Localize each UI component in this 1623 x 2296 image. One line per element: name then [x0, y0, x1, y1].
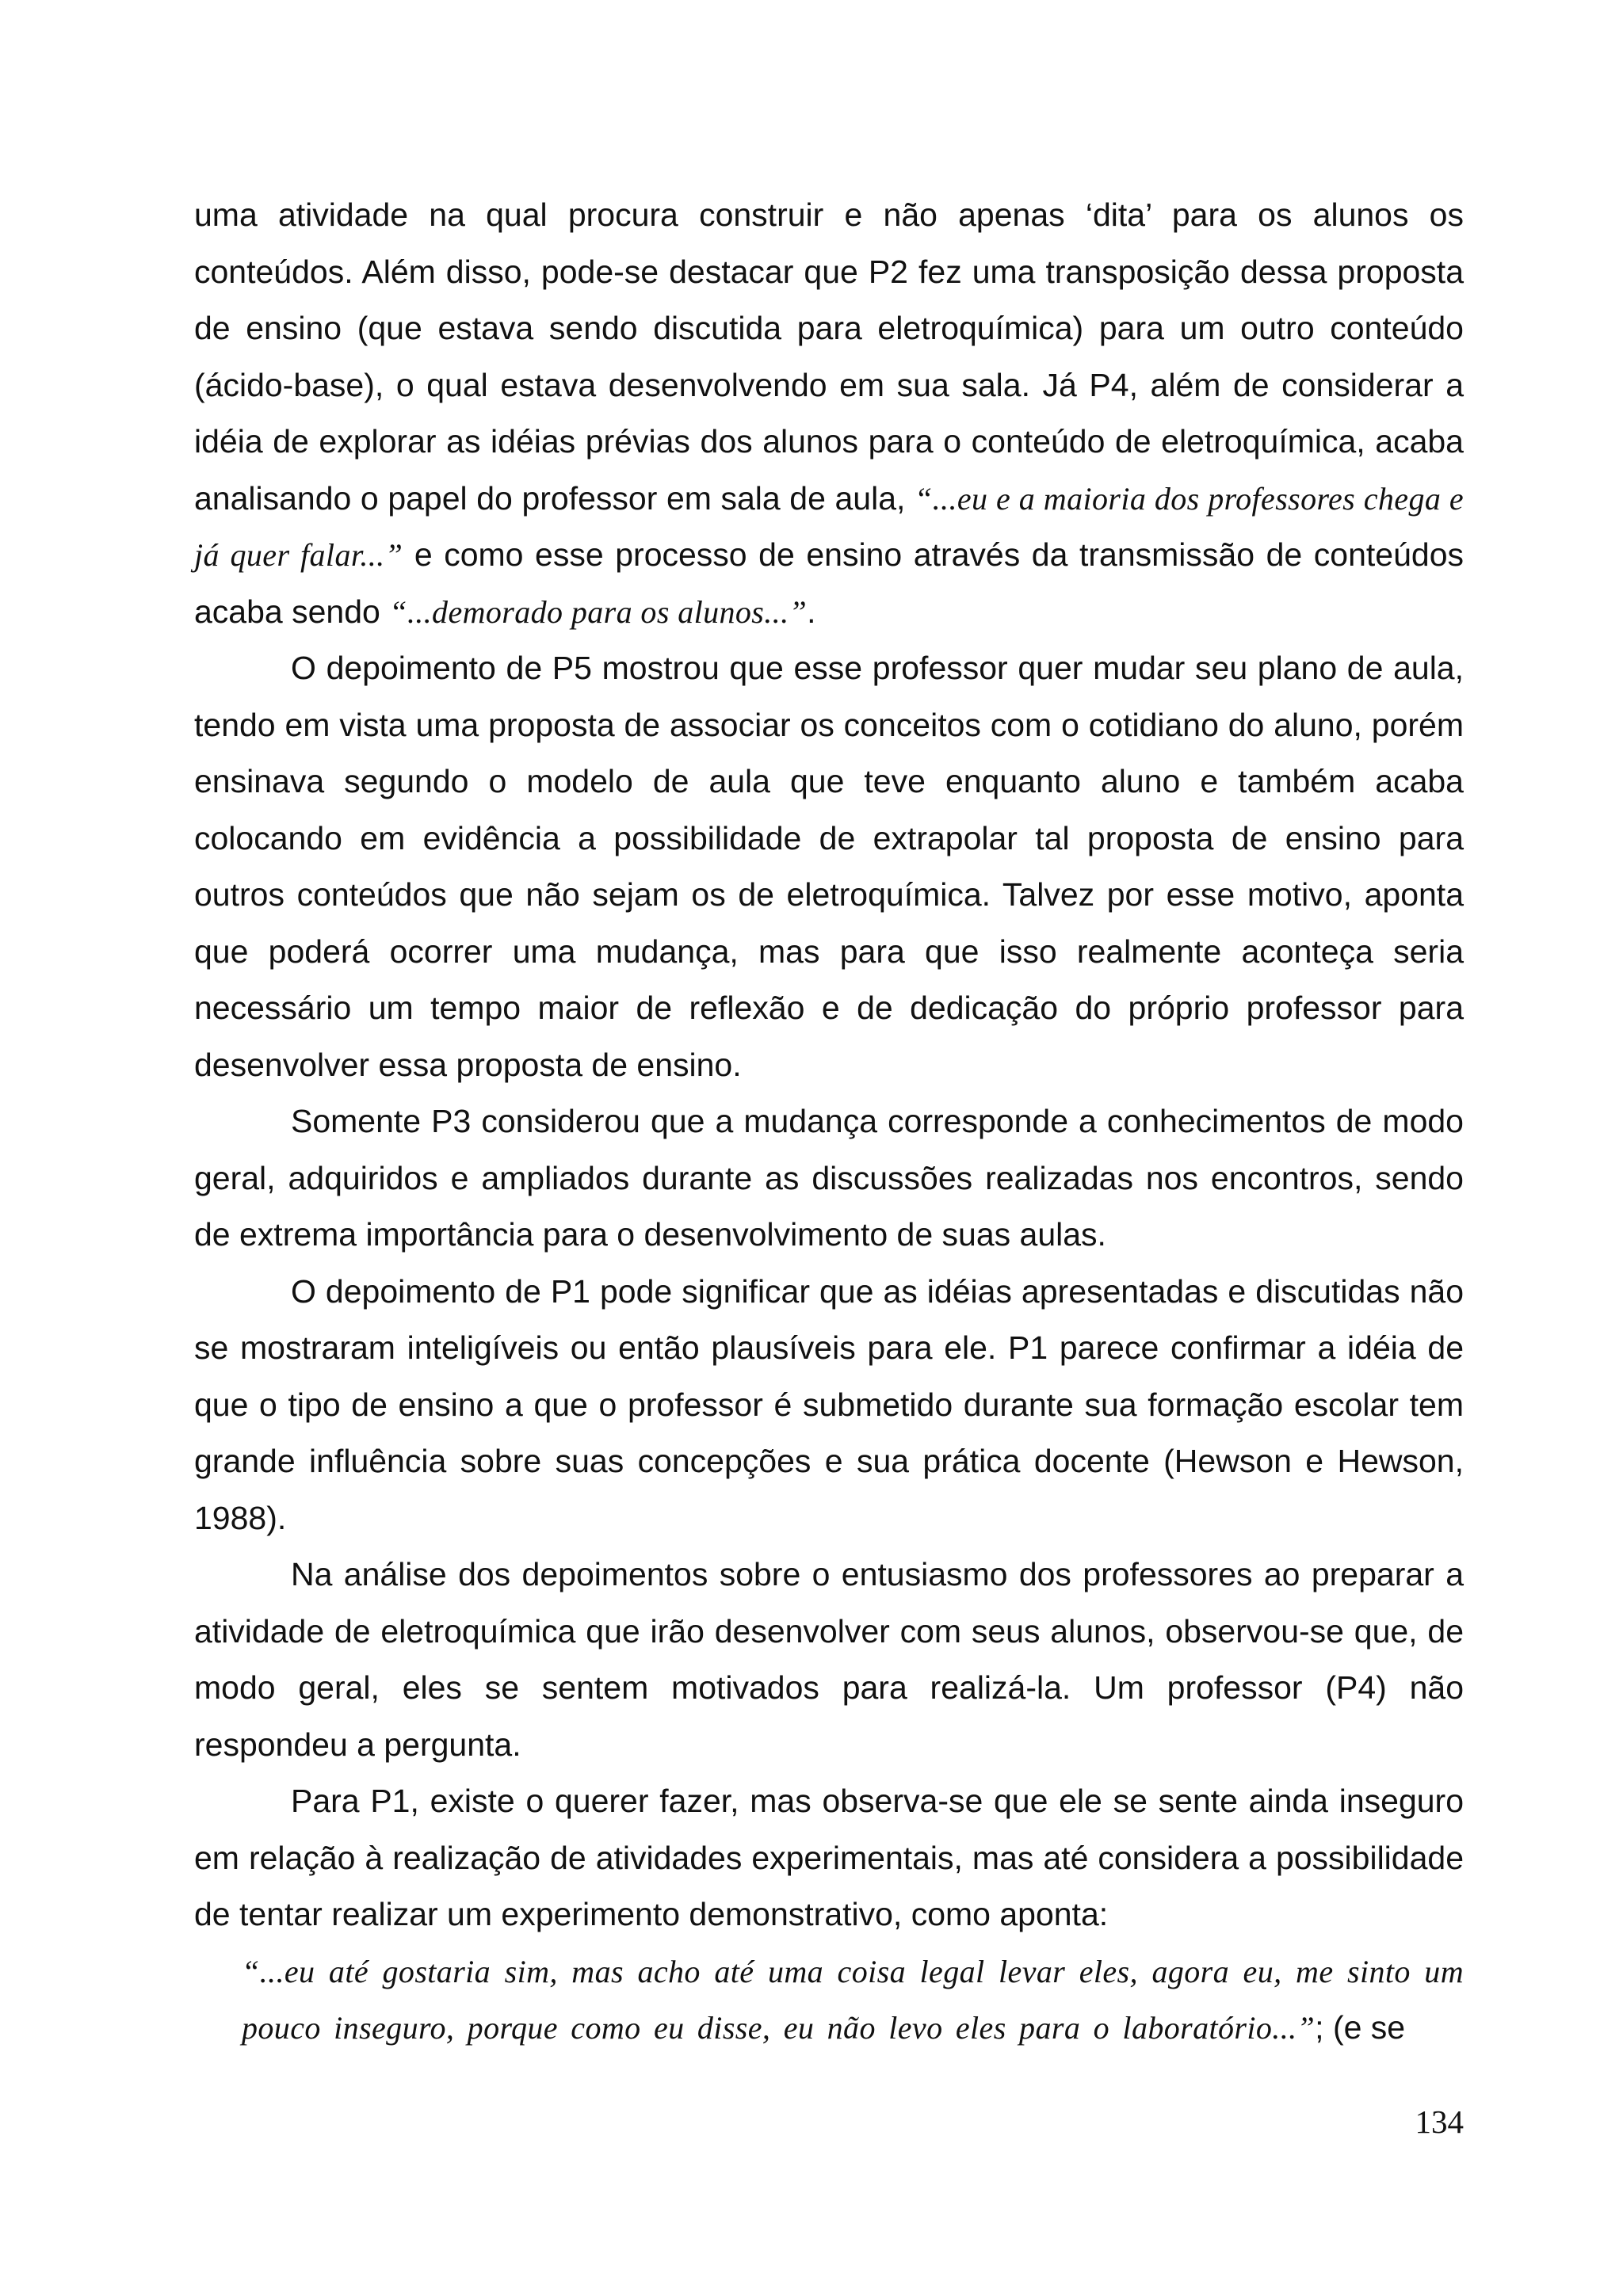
text-run: Somente P3 considerou que a mudança corresponde a conhecimentos de modo geral, adquiridos e ampliados durante as discussões realizadas nos encontros, sendo de extrema importância para o desenvolvimento de suas aulas. — [194, 1103, 1464, 1253]
page-number: 134 — [1415, 2103, 1464, 2140]
paragraph-3 — [194, 1093, 1464, 1264]
block-quote-text: “...eu até gostaria sim, mas acho até uma coisa legal levar eles, agora eu, me sinto um pouco inseguro, porque como eu disse, eu não levo eles para o laboratório...” — [242, 1953, 1464, 2046]
text-run: e como esse processo de ensino através da transmissão de conteúdos acaba sendo — [194, 536, 1464, 630]
block-quote — [242, 1943, 1464, 2057]
text-run: O depoimento de P1 pode significar que as idéias apresentadas e discutidas não se mostraram inteligíveis ou então plausíveis para ele. P1 parece confirmar a idéia de que o tipo de ensino a que o professor é submetido durante sua formação escolar tem grande influência sobre suas concepções e sua prática docente (Hewson e Hewson, 1988). — [194, 1272, 1464, 1536]
paragraph-2 — [194, 640, 1464, 1093]
paragraph-1 — [194, 187, 1464, 640]
paragraph-5 — [194, 1547, 1464, 1773]
text-run: uma atividade na qual procura construir e não apenas ‘dita’ para os alunos os conteúdos. Além disso, pode-se destacar que P2 fez uma transposição dessa proposta de ensino (que estava sendo discutida para eletroquímica) para um outro conteúdo (ácido-base), o qual estava desenvolvendo em sua sala. Já P4, além de considerar a idéia de explorar as idéias prévias dos alunos para o conteúdo de eletroquímica, acaba analisando o papel do professor em sala de aula, — [194, 196, 1464, 517]
text-run: Para P1, existe o querer fazer, mas observa-se que ele se sente ainda inseguro em relação à realização de atividades experimentais, mas até considera a possibilidade de tentar realizar um experimento demonstrativo, como aponta: — [194, 1783, 1464, 1932]
text-run: . — [807, 593, 816, 630]
block-quote-tail: ; (e se — [1315, 2009, 1406, 2046]
inline-quote: “...eu e a maioria dos professores chega e já quer falar...” — [194, 480, 1464, 573]
paragraph-4 — [194, 1264, 1464, 1547]
body-text — [194, 187, 1464, 2057]
text-run: Na análise dos depoimentos sobre o entusiasmo dos professores ao preparar a atividade de eletroquímica que irão desenvolver com seus alunos, observou-se que, de modo geral, eles se sentem motivados para realizá-la. Um professor (P4) não respondeu a pergunta. — [194, 1556, 1464, 1763]
inline-quote: “...demorado para os alunos...” — [389, 593, 808, 630]
text-run: O depoimento de P5 mostrou que esse professor quer mudar seu plano de aula, tendo em vista uma proposta de associar os conceitos com o cotidiano do aluno, porém ensinava segundo o modelo de aula que teve enquanto aluno e também acaba colocando em evidência a possibilidade de extrapolar tal proposta de ensino para outros conteúdos que não sejam os de eletroquímica. Talvez por esse motivo, aponta que poderá ocorrer uma mudança, mas para que isso realmente aconteça seria necessário um tempo maior de reflexão e de dedicação do próprio professor para desenvolver essa proposta de ensino. — [194, 650, 1464, 1083]
paragraph-6 — [194, 1773, 1464, 1943]
